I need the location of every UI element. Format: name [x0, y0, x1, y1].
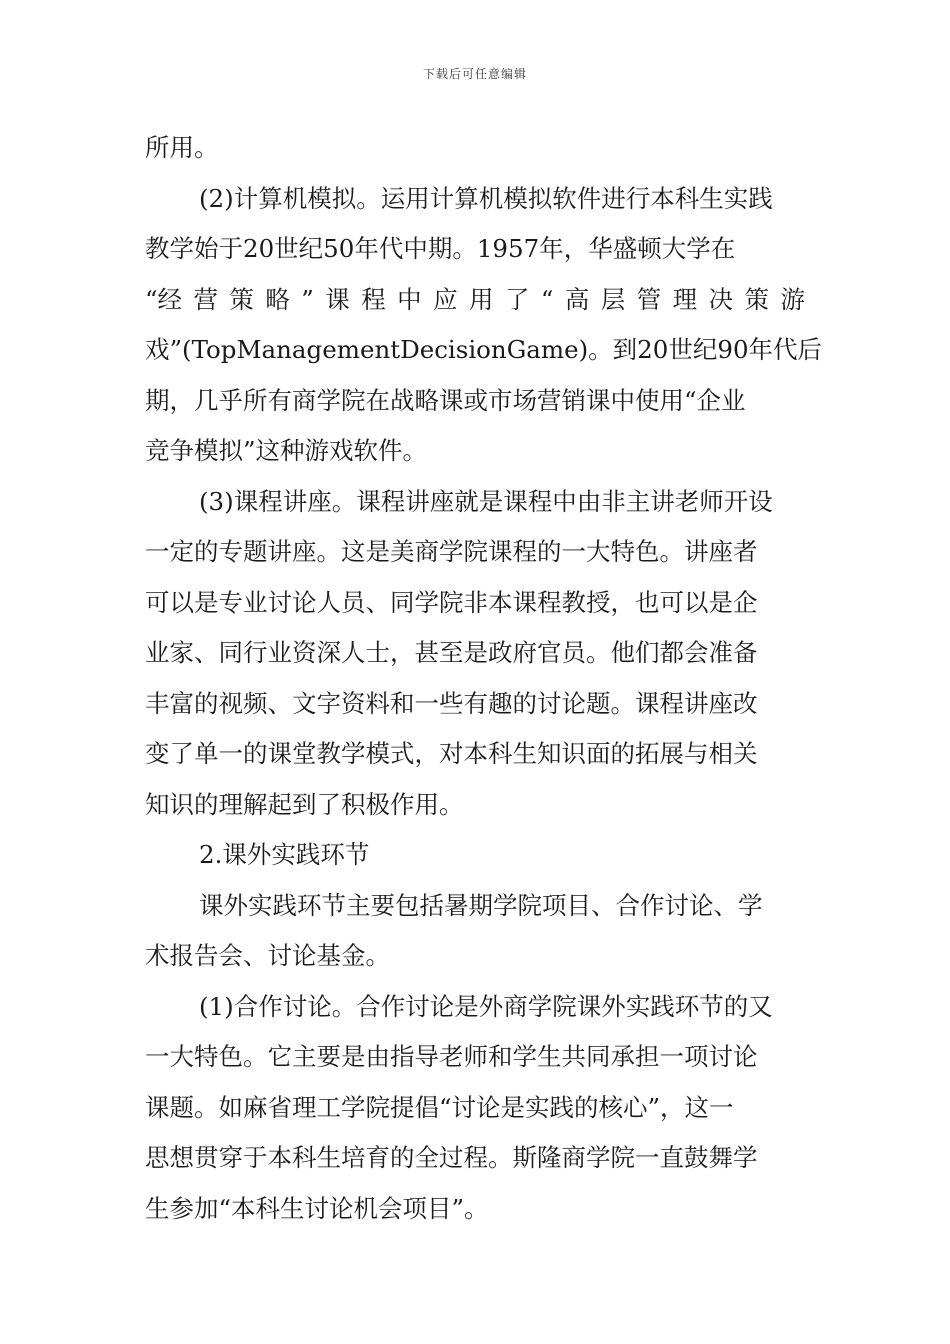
- text-token: 应: [433, 284, 458, 314]
- text-token: 高: [564, 284, 590, 314]
- text-token: 中: [397, 284, 422, 314]
- section-heading: 2.课外实践环节: [199, 840, 370, 869]
- text-token: 理: [672, 284, 698, 314]
- text-line: 戏”(TopManagementDecisionGame)。到20世纪90年代后: [145, 335, 823, 364]
- text-line: 一大特色。它主要是由指导老师和学生共同承担一项讨论: [145, 1042, 758, 1071]
- text-line: (3)课程讲座。课程讲座就是课程中由非主讲老师开设: [199, 486, 773, 516]
- text-line: 知识的理解起到了积极作用。: [145, 789, 464, 819]
- text-token: 决: [708, 284, 734, 314]
- text-token: 用: [469, 284, 494, 314]
- text-token: 营: [193, 284, 218, 314]
- text-token: 课: [325, 284, 350, 314]
- text-line: 丰富的视频、文字资料和一些有趣的讨论题。课程讲座改: [145, 688, 758, 718]
- text-token: 策: [229, 284, 254, 314]
- text-token: ”: [301, 284, 314, 314]
- text-line: 课题。如麻省理工学院提倡“讨论是实践的核心”，这一: [145, 1092, 734, 1122]
- text-token: “: [540, 284, 554, 314]
- text-line: 一定的专题讲座。这是美商学院课程的一大特色。讲座者: [145, 537, 758, 566]
- page-header-caption: 下载后可任意编辑: [422, 67, 527, 81]
- text-token: 程: [361, 284, 386, 314]
- text-line: 生参加“本科生讨论机会项目”。: [145, 1193, 489, 1223]
- text-line: (1)合作讨论。合作讨论是外商学院课外实践环节的又: [199, 991, 773, 1021]
- text-token: 游: [780, 284, 805, 314]
- text-line: 可以是专业讨论人员、同学院非本课程教授，也可以是企: [145, 587, 758, 617]
- text-token: 了: [504, 284, 530, 314]
- text-token: 层: [600, 284, 626, 314]
- text-line: 教学始于20世纪50年代中期。1957年，华盛顿大学在: [145, 234, 736, 263]
- body-text: [145, 126, 823, 1237]
- text-line: 思想贯穿于本科生培育的全过程。斯隆商学院一直鼓舞学: [145, 1143, 758, 1172]
- text-line-justified: [145, 278, 805, 329]
- text-line: 竞争模拟”这种游戏软件。: [145, 436, 428, 465]
- text-token: “经: [145, 284, 183, 314]
- text-line: 术报告会、讨论基金。: [145, 941, 390, 970]
- text-token: 略: [265, 284, 290, 314]
- text-line: 所用。: [145, 133, 219, 162]
- text-line: 期，几乎所有商学院在战略课或市场营销课中使用“企业: [145, 385, 746, 415]
- text-line: 课外实践环节主要包括暑期学院项目、合作讨论、学: [199, 890, 763, 920]
- text-line: 业家、同行业资深人士，甚至是政府官员。他们都会准备: [145, 638, 758, 667]
- text-token: 管: [636, 284, 662, 314]
- text-token: 策: [744, 284, 770, 314]
- text-line: 变了单一的课堂教学模式，对本科生知识面的拓展与相关: [145, 739, 758, 768]
- text-line: (2)计算机模拟。运用计算机模拟软件进行本科生实践: [199, 183, 773, 213]
